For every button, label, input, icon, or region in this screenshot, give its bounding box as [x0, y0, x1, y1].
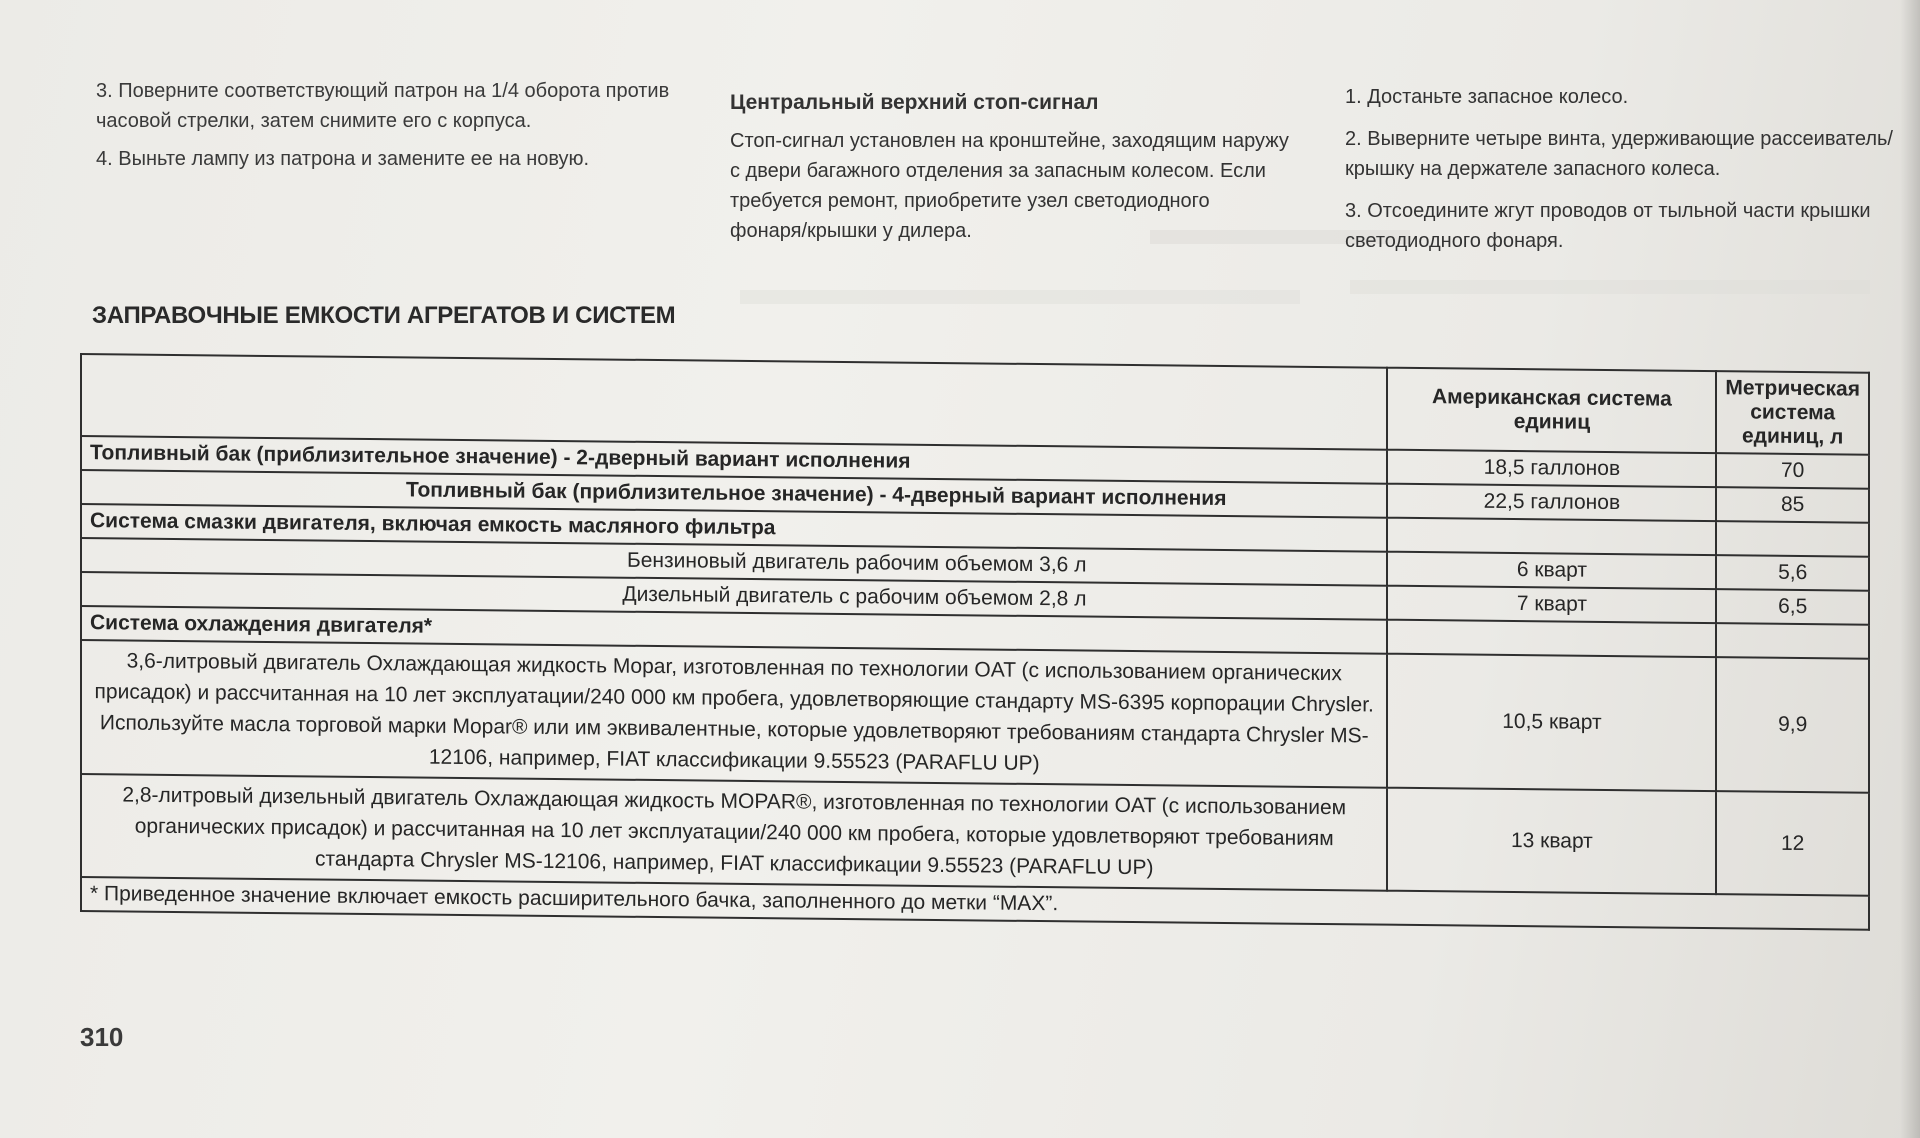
left-step-3: 3. Поверните соответствующий патрон на 1/4 оборота против часовой стрелки, затем снимите его с корпуса.: [96, 80, 670, 132]
section-title: ЗАПРАВОЧНЫЕ ЕМКОСТИ АГРЕГАТОВ И СИСТЕМ: [92, 302, 676, 329]
row-group-heading: Система смазки двигателя, включая емкость масляного фильтра: [81, 504, 1387, 552]
row-metric-value: 6,5: [1716, 589, 1869, 625]
show-through-decoration: [740, 290, 1300, 304]
table-row: [81, 640, 1869, 793]
row-group-heading: Система охлаждения двигателя*: [81, 606, 1387, 654]
row-us-value: 6 кварт: [1387, 552, 1716, 589]
row-name: 3,6-литровый двигатель Охлаждающая жидкость Mopar, изготовленная по технологии OAT (с использованием органических присадок) и рассчитанная на 10 лет эксплуатации/240 000 км пробега, удовлетворяющие стандарту MS-6395 корпорации Chrysler. Используйте масла торговой марки Mopar® или им эквивалентные, которые удовлетворяют требованиям стандарта Chrysler MS-12106, например, FIAT классификации 9.55523 (PARAFLU UP): [81, 640, 1387, 788]
stop-signal-heading: Центральный верхний стоп-сигнал: [730, 91, 1099, 114]
row-metric-empty: [1716, 623, 1869, 659]
row-metric-value: 70: [1716, 453, 1869, 489]
row-metric-empty: [1716, 521, 1869, 557]
row-name: Дизельный двигатель с рабочим объемом 2,8 л: [81, 572, 1387, 620]
row-us-value: 10,5 кварт: [1387, 654, 1716, 791]
page-spine-shadow: [1900, 0, 1920, 1138]
row-metric-value: 12: [1716, 791, 1869, 896]
row-us-empty: [1387, 620, 1716, 657]
right-step-1: 1. Достаньте запасное колесо.: [1345, 86, 1629, 108]
row-us-empty: [1387, 518, 1716, 555]
right-steps-list: [1345, 82, 1900, 256]
capacities-table: [80, 353, 1870, 931]
row-metric-value: 9,9: [1716, 657, 1869, 793]
row-name: 2,8-литровый дизельный двигатель Охлаждающая жидкость MOPAR®, изготовленная по технологии OAT (с использованием органических присадок) и рассчитанная на 10 лет эксплуатации/240 000 км пробега, которые удовлетворяют требованиям стандарта Chrysler MS-12106, например, FIAT классификации 9.55523 (PARAFLU UP): [81, 774, 1387, 891]
row-name: Топливный бак (приблизительное значение) - 2-дверный вариант исполнения: [81, 436, 1387, 484]
page-number: 310: [80, 1022, 124, 1052]
row-us-value: 18,5 галлонов: [1387, 450, 1716, 487]
table-footnote: * Приведенное значение включает емкость расширительного бачка, заполненного до метки “MAX”.: [81, 877, 1869, 930]
row-name: Топливный бак (приблизительное значение) - 4-дверный вариант исполнения: [81, 470, 1387, 518]
row-metric-value: 85: [1716, 487, 1869, 523]
left-step-4: 4. Выньте лампу из патрона и замените ее на новую.: [96, 148, 590, 170]
show-through-decoration: [1350, 280, 1870, 294]
row-us-value: 7 кварт: [1387, 586, 1716, 623]
right-step-3: 3. Отсоедините жгут проводов от тыльной части крышки светодиодного фонаря.: [1345, 200, 1871, 252]
header-empty: [81, 354, 1387, 450]
row-name: Бензиновый двигатель рабочим объемом 3,6 л: [81, 538, 1387, 586]
header-metric-units: Метрическая система единиц, л: [1716, 371, 1869, 455]
right-step-2: 2. Выверните четыре винта, удерживающие рассеиватель/крышку на держателе запасного колеса.: [1345, 128, 1893, 180]
middle-column: [730, 88, 1290, 254]
table-row: [81, 774, 1869, 896]
right-column: [1345, 82, 1900, 268]
row-us-value: 13 кварт: [1387, 788, 1716, 894]
left-column: [96, 76, 676, 182]
stop-signal-body: Стоп-сигнал установлен на кронштейне, заходящим наружу с двери багажного отделения за запасным колесом. Если требуется ремонт, приобретите узел светодиодного фонаря/крышки у дилера.: [730, 130, 1289, 242]
header-us-units: Американская система единиц: [1387, 368, 1716, 453]
row-us-value: 22,5 галлонов: [1387, 484, 1716, 521]
row-metric-value: 5,6: [1716, 555, 1869, 591]
